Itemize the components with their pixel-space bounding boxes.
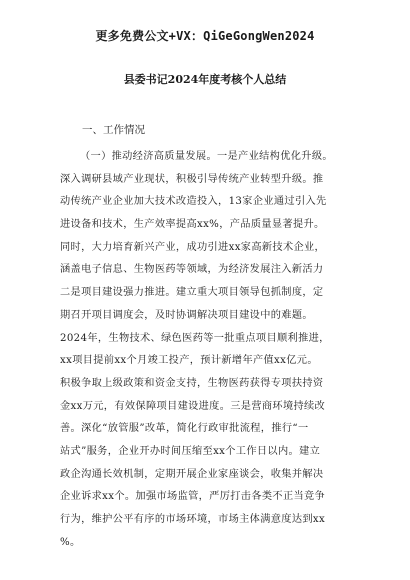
body-line: 进设备和技术，生产效率提高xx%，产品质量显著提升。 bbox=[60, 219, 325, 231]
body-line: 2024年，生物技术、绿色医药等一批重点项目顺利推进， bbox=[60, 332, 330, 344]
body-line: 深入调研县域产业现状，积极引导传统产业转型升级。推 bbox=[60, 173, 324, 185]
body-line: 二是项目建设强力推进。建立重大项目领导包抓制度，定 bbox=[60, 287, 324, 299]
body-line: 积极争取上级政策和资金支持，生物医药获得专项扶持资 bbox=[60, 377, 324, 389]
document-title: 县委书记2024年度考核个人总结 bbox=[123, 73, 287, 86]
section-heading: 一、工作情况 bbox=[82, 124, 145, 136]
body-line: 同时，大力培育新兴产业，成功引进xx家高新技术企业， bbox=[60, 241, 326, 253]
body-line: 动传统产业企业加大技术改造投入，13家企业通过引入先 bbox=[60, 196, 327, 208]
body-line: 企业诉求xx个。加强市场监管，严厉打击各类不正当竞争 bbox=[60, 491, 326, 503]
body-line: %。 bbox=[60, 536, 81, 548]
body-line: 行为，维护公平有序的市场环境，市场主体满意度达到xx bbox=[60, 514, 326, 525]
body-line: 金xx万元，有效保障项目建设进度。三是营商环境持续改 bbox=[60, 400, 326, 412]
body-line: 站式”服务，企业开办时间压缩至xx个工作日以内。建立 bbox=[60, 445, 321, 457]
body-line: 涵盖电子信息、生物医药等领域，为经济发展注入新活力 bbox=[60, 264, 324, 276]
body-line: xx项目提前xx个月竣工投产，预计新增年产值xx亿元。 bbox=[60, 355, 318, 367]
body-line: 政企沟通长效机制，定期开展企业家座谈会，收集并解决 bbox=[60, 468, 324, 480]
body-line: （一）推动经济高质量发展。一是产业结构优化升级。 bbox=[80, 151, 333, 162]
body-paragraph bbox=[60, 146, 355, 554]
body-line: 期召开项目调度会，及时协调解决项目建设中的难题。 bbox=[60, 309, 313, 321]
body-line: 善。深化“放管服”改革，简化行政审批流程，推行“一 bbox=[60, 423, 309, 435]
header-watermark: 更多免费公文+VX：QiGeGongWen2024 bbox=[95, 29, 315, 43]
